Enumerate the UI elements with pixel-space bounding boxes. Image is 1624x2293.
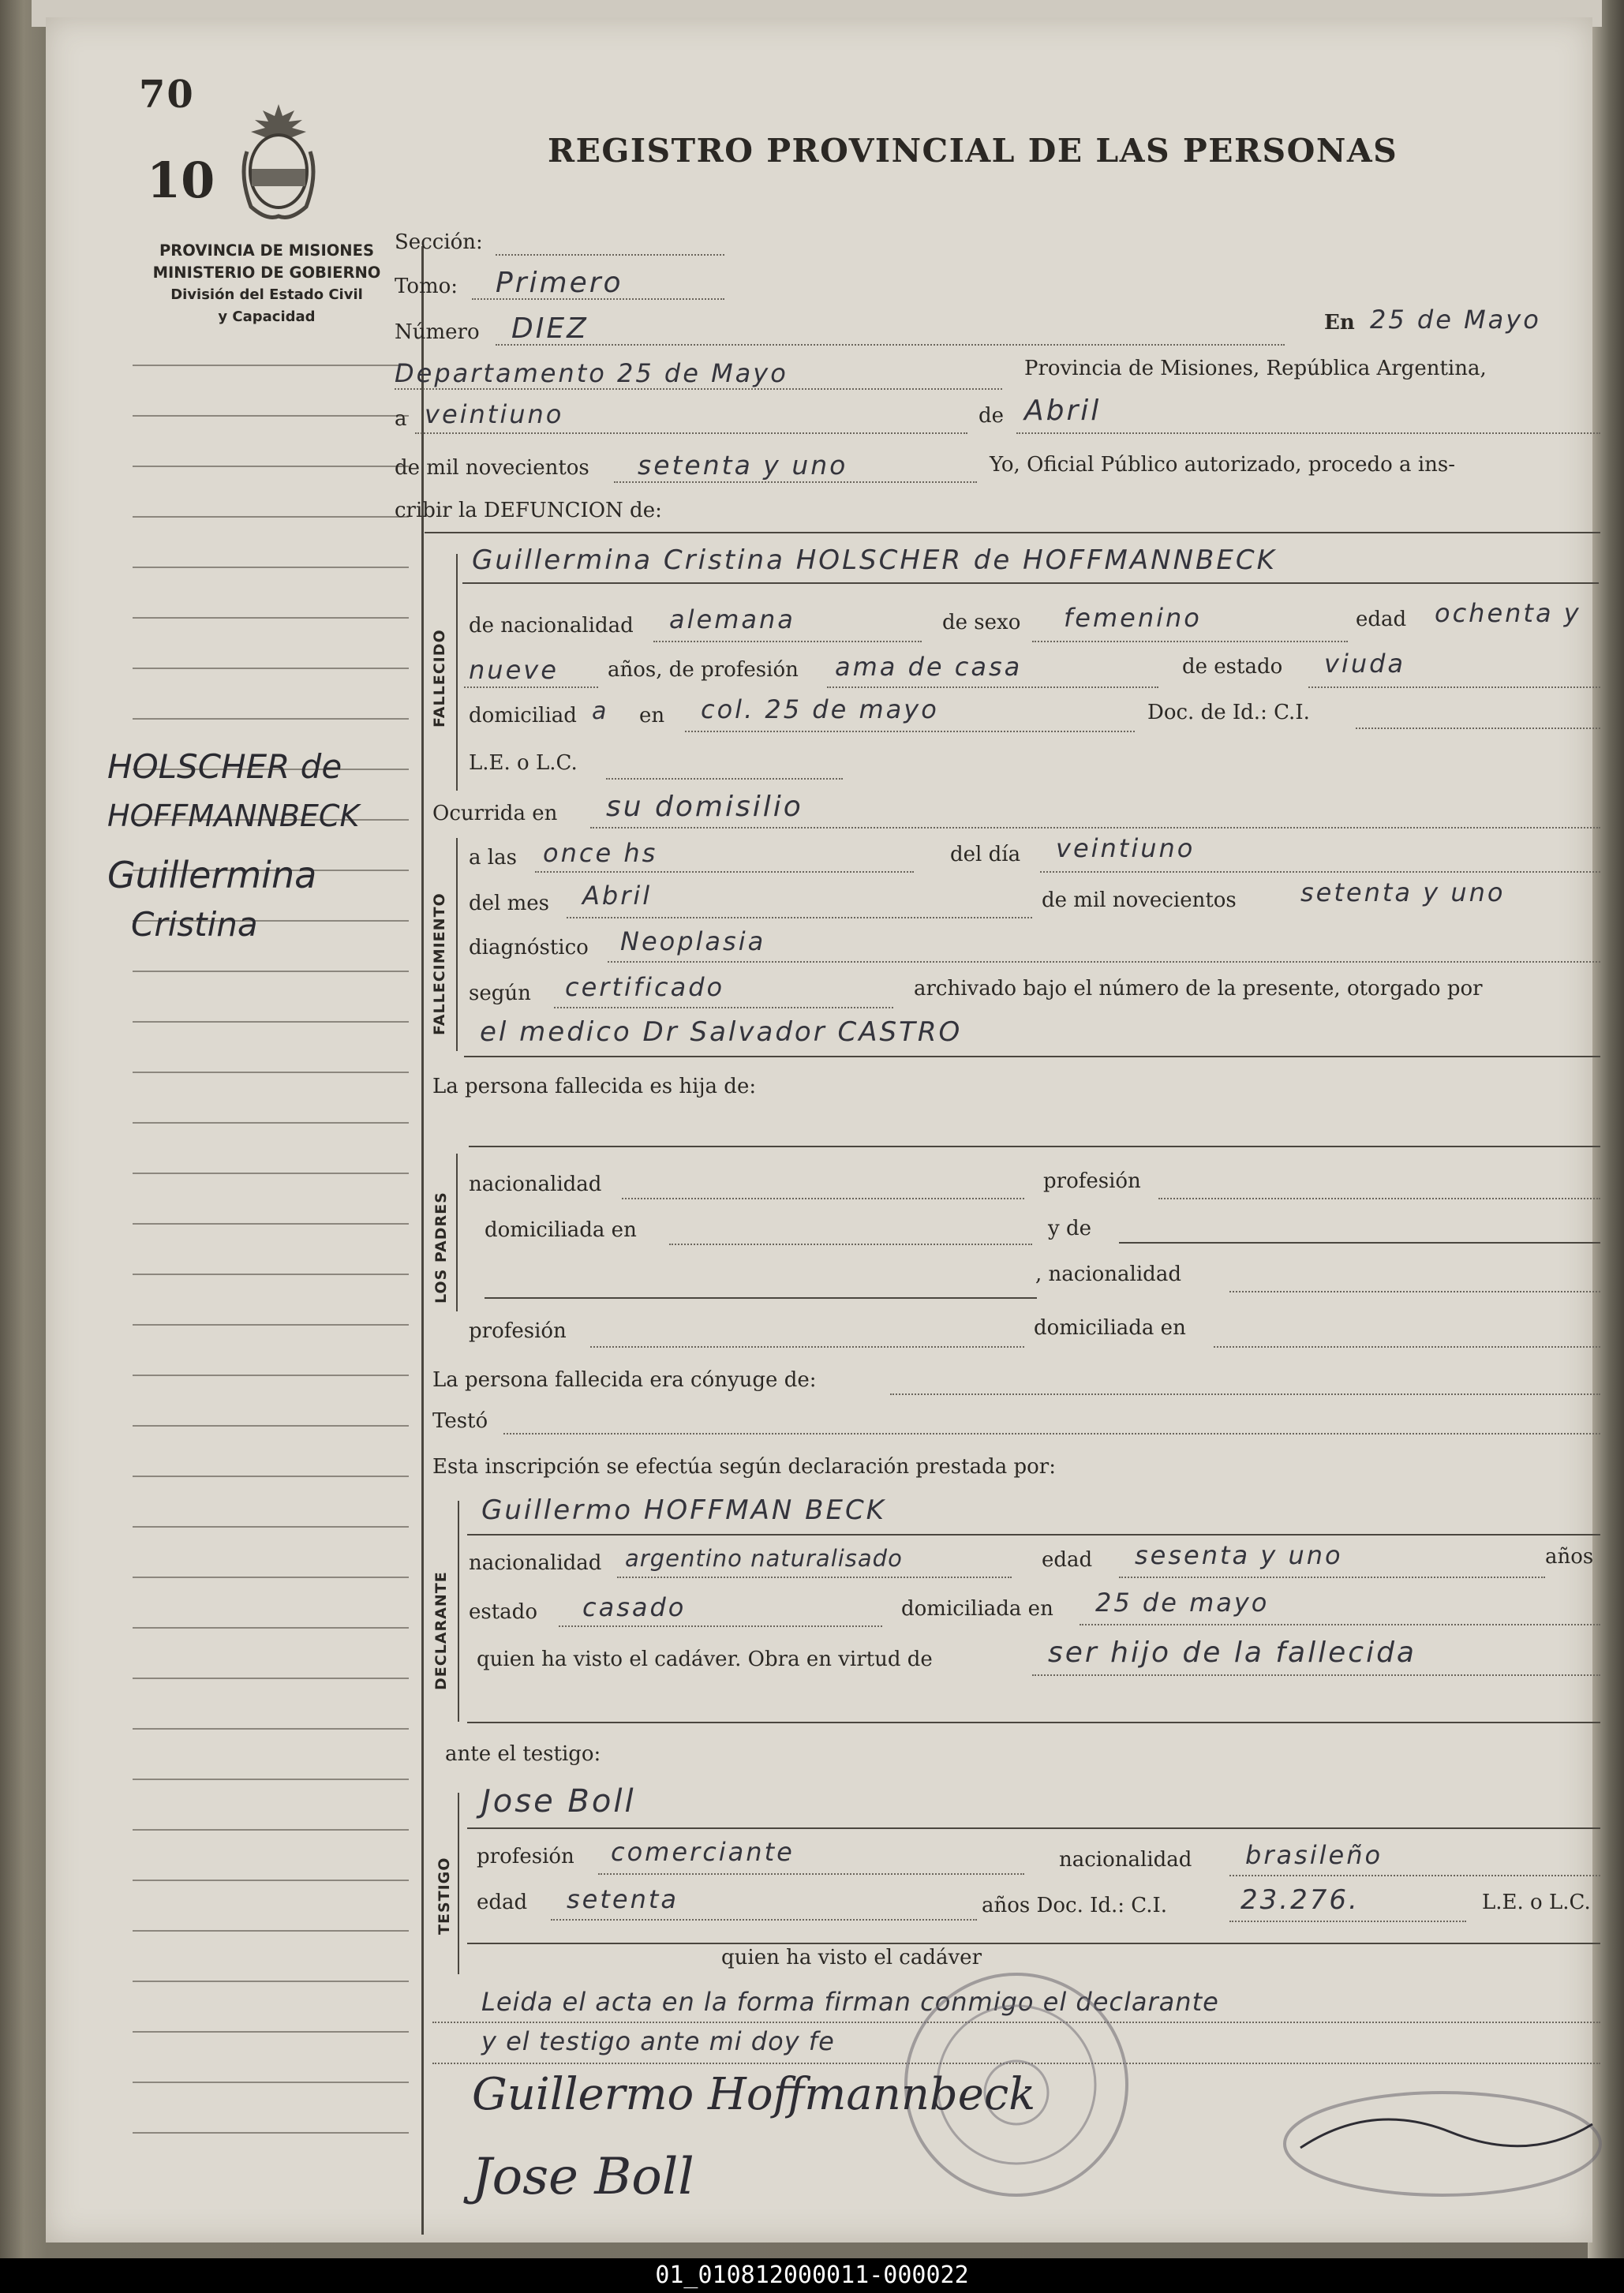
- declarante-virtud-value: ser hijo de la fallecida: [1048, 1637, 1416, 1669]
- segun-value: certificado: [565, 972, 725, 1002]
- padres-nacionalidad2-line: [1229, 1291, 1600, 1292]
- declarante-nacionalidad-label: nacionalidad: [469, 1551, 602, 1575]
- anios-profesion-label: años, de profesión: [608, 658, 799, 682]
- edad2-line: [464, 686, 598, 688]
- doc-line: [1356, 728, 1600, 729]
- testigo-doc-line: [1229, 1921, 1466, 1922]
- hora-line: [535, 871, 914, 873]
- declarante-domicilio-value: 25 de mayo: [1095, 1588, 1270, 1618]
- fallecido-profesion-value: ama de casa: [835, 652, 1023, 682]
- delmes-label: del mes: [469, 892, 549, 915]
- authority-line-1: PROVINCIA DE MISIONES: [159, 241, 374, 260]
- a-value: veintiuno: [425, 399, 564, 429]
- testigo-cadaver-label: quien ha visto el cadáver: [721, 1946, 982, 1969]
- declarante-nacionalidad-value: argentino naturalisado: [625, 1545, 903, 1572]
- margin-note-line-3: Guillermina: [107, 854, 317, 896]
- fallecimiento-anio-label: de mil novecientos: [1042, 888, 1237, 912]
- padres-profesion2-label: profesión: [469, 1319, 567, 1343]
- a-line: [415, 432, 967, 434]
- declarante-bottom-line: [467, 1722, 1600, 1723]
- padres-profesion-line: [1158, 1198, 1600, 1199]
- margin-rule: [133, 1577, 409, 1578]
- margin-ruled-lines: [133, 365, 409, 2203]
- padres-hija-label: La persona fallecida es hija de:: [432, 1075, 757, 1098]
- margin-rule: [133, 1627, 409, 1629]
- padres-domiciliada-label: domiciliada en: [485, 1218, 637, 1242]
- medico-line: [464, 1056, 1600, 1057]
- de-label: de: [979, 404, 1005, 428]
- official-oval-stamp-icon: [1277, 2085, 1608, 2203]
- margin-note-line-1: HOLSCHER de: [107, 747, 342, 786]
- hora-value: once hs: [543, 838, 658, 868]
- closing-line-2: y el testigo ante mi doy fe: [481, 2026, 835, 2056]
- document-title: REGISTRO PROVINCIAL DE LAS PERSONAS: [548, 132, 1398, 170]
- margin-rule: [133, 971, 409, 972]
- testigo-profesion-line: [598, 1873, 1024, 1875]
- nacionalidad-line: [653, 641, 922, 642]
- testigo-bottom-line: [467, 1943, 1600, 1944]
- margin-rule: [133, 365, 409, 366]
- en-label: En: [1324, 311, 1355, 335]
- testigo-signature: Jose Boll: [472, 2148, 694, 2206]
- dia-value: veintiuno: [1056, 833, 1196, 863]
- margin-rule: [133, 466, 409, 467]
- page-number-second: 10: [147, 151, 215, 209]
- margin-rule: [133, 1829, 409, 1831]
- diagnostico-value: Neoplasia: [620, 926, 766, 956]
- margin-rule: [133, 1728, 409, 1730]
- testigo-name-value: Jose Boll: [481, 1783, 636, 1820]
- fallecido-edad-value2: nueve: [469, 655, 559, 685]
- fallecido-sexo-label: de sexo: [942, 611, 1021, 634]
- margin-rule: [133, 1526, 409, 1528]
- padres-madre-line: [485, 1297, 1037, 1299]
- diagnostico-line: [608, 961, 1600, 963]
- margin-rule: [133, 1779, 409, 1780]
- closing-line-1: Leida el acta en la forma firman conmigo el declarante: [481, 1987, 1219, 2017]
- fallecido-nacionalidad-value: alemana: [669, 604, 795, 634]
- margin-rule: [133, 1375, 409, 1376]
- ocurrida-value: su domisilio: [606, 791, 803, 823]
- margin-rule: [133, 1981, 409, 1982]
- departamento-line: [395, 388, 1002, 390]
- dia-line: [1040, 871, 1600, 873]
- padres-nacionalidad-label: nacionalidad: [469, 1173, 602, 1196]
- doc-label: Doc. de Id.: C.I.: [1147, 701, 1310, 724]
- testigo-doc-value: 23.276.: [1240, 1884, 1360, 1916]
- fallecido-nacionalidad-label: de nacionalidad: [469, 614, 634, 638]
- margin-rule: [133, 1678, 409, 1679]
- declaracion-label: Esta inscripción se efectúa según declaración prestada por:: [432, 1455, 1056, 1479]
- fallecido-name-line: [462, 582, 1599, 584]
- margin-rule: [133, 668, 409, 669]
- margin-rule: [133, 567, 409, 568]
- numero-value: DIEZ: [511, 312, 589, 345]
- margin-rule: [133, 1274, 409, 1275]
- sexo-line: [1032, 641, 1348, 642]
- issuing-authority: [133, 240, 401, 328]
- conyuge-line: [890, 1393, 1600, 1395]
- padres-side-rule: [456, 1154, 458, 1311]
- declarante-section-label: DECLARANTE: [432, 1571, 450, 1690]
- padres-section-label: LOS PADRES: [432, 1191, 450, 1304]
- numero-line: [496, 344, 1285, 346]
- testigo-nacionalidad-label: nacionalidad: [1059, 1848, 1192, 1872]
- margin-note-line-2: HOFFMANNBECK: [107, 799, 360, 833]
- padres-domiciliada-line: [669, 1244, 1032, 1245]
- ocurrida-line: [590, 827, 1600, 829]
- declarante-domiciliada-label: domiciliada en: [901, 1597, 1053, 1621]
- padres-nacionalidad-line: [622, 1198, 1024, 1199]
- domicilio-en-label: en: [639, 704, 665, 728]
- margin-rule: [133, 1173, 409, 1174]
- margin-rule: [133, 1930, 409, 1932]
- testigo-profesion-label: profesión: [477, 1845, 574, 1868]
- margin-rule: [133, 2082, 409, 2083]
- estado-line: [1308, 686, 1600, 688]
- tomo-value: Primero: [496, 267, 623, 299]
- testigo-edad-value: setenta: [567, 1884, 679, 1914]
- margin-rule: [133, 1223, 409, 1225]
- a-label: a: [395, 407, 407, 431]
- padres-domiciliada2-line: [1214, 1346, 1600, 1348]
- padres-nacionalidad2-label: , nacionalidad: [1035, 1262, 1181, 1286]
- testo-line: [503, 1433, 1600, 1435]
- anio-line: [614, 481, 977, 483]
- testigo-nacionalidad-value: brasileño: [1245, 1840, 1383, 1870]
- margin-divider: [421, 246, 424, 2235]
- deldia-label: del día: [950, 843, 1021, 866]
- margin-rule: [133, 1324, 409, 1326]
- testigo-side-rule: [458, 1793, 459, 1974]
- mes-value: Abril: [1024, 395, 1102, 427]
- declarante-nacionalidad-line: [617, 1577, 1012, 1578]
- margin-rule: [133, 2031, 409, 2033]
- diagnostico-label: diagnóstico: [469, 936, 589, 959]
- cribir-text: cribir la DEFUNCION de:: [395, 499, 662, 522]
- testigo-le-label: L.E. o L.C.: [1482, 1891, 1591, 1914]
- declarante-edad-label: edad: [1042, 1548, 1093, 1572]
- mes-line: [1016, 432, 1600, 434]
- fallecido-edad-value: ochenta y: [1435, 598, 1581, 628]
- tomo-line: [472, 298, 724, 300]
- le-line: [606, 778, 843, 780]
- testo-label: Testó: [432, 1409, 488, 1433]
- page-number-top: 70: [139, 73, 195, 117]
- margin-rule: [133, 516, 409, 518]
- fallecimiento-side-rule: [456, 838, 458, 1051]
- testigo-name-line: [467, 1827, 1600, 1829]
- anio-label: de mil novecientos: [395, 456, 589, 480]
- declarante-name-line: [467, 1534, 1600, 1536]
- padres-profesion-label: profesión: [1043, 1169, 1141, 1193]
- padres-yde-label: y de: [1048, 1217, 1091, 1240]
- segun-label: según: [469, 982, 531, 1005]
- authority-line-3: División del Estado Civil: [170, 286, 363, 303]
- tomo-label: Tomo:: [395, 275, 458, 298]
- margin-rule: [133, 1122, 409, 1124]
- alas-label: a las: [469, 846, 517, 870]
- domiciliad-suffix: a: [592, 698, 609, 725]
- declarante-estado-value: casado: [582, 1592, 687, 1622]
- declarante-name-value: Guillermo HOFFMAN BECK: [481, 1494, 886, 1526]
- conyuge-label: La persona fallecida era cónyuge de:: [432, 1368, 817, 1392]
- declarante-estado-label: estado: [469, 1600, 537, 1624]
- testigo-intro: ante el testigo:: [445, 1742, 601, 1766]
- fallecido-sexo-value: femenino: [1064, 603, 1202, 633]
- margin-rule: [133, 718, 409, 720]
- segun-line: [554, 1007, 893, 1008]
- padres-domiciliada2-label: domiciliada en: [1034, 1316, 1186, 1340]
- fallecido-edad-label: edad: [1356, 608, 1407, 631]
- numero-label: Número: [395, 320, 480, 344]
- fallecimiento-mes-value: Abril: [582, 881, 653, 911]
- declarante-edad-line: [1119, 1577, 1545, 1578]
- domicilio-line: [685, 731, 1135, 732]
- en-value: 25 de Mayo: [1370, 305, 1541, 335]
- argentina-coat-of-arms-icon: [235, 96, 322, 223]
- fallecido-side-rule: [456, 554, 458, 791]
- declarante-cadaver-label: quien ha visto el cadáver. Obra en virtud de: [477, 1648, 933, 1671]
- margin-rule: [133, 1425, 409, 1427]
- declarante-edad-value: sesenta y uno: [1135, 1540, 1343, 1570]
- oficial-text: Yo, Oficial Público autorizado, procedo a ins-: [990, 453, 1456, 477]
- departamento-value: Departamento 25 de Mayo: [395, 358, 788, 388]
- fallecimiento-section-label: FALLECIMIENTO: [431, 892, 448, 1035]
- archive-file-id: 01_010812000011-000022: [0, 2258, 1624, 2293]
- declarante-signature: Guillermo Hoffmannbeck: [472, 2069, 1036, 2120]
- declarante-anios-label: años: [1545, 1545, 1594, 1569]
- medico-value: el medico Dr Salvador CASTRO: [480, 1016, 963, 1048]
- fallecido-estado-label: de estado: [1182, 655, 1283, 679]
- padres-name-line: [469, 1146, 1600, 1147]
- seccion-line: [496, 254, 724, 256]
- testigo-edad-line: [551, 1919, 977, 1921]
- le-label: L.E. o L.C.: [469, 751, 578, 775]
- fallecido-domicilio-value: col. 25 de mayo: [701, 694, 939, 724]
- certificate-page: [46, 17, 1592, 2243]
- padres-profesion2-line: [590, 1346, 1024, 1348]
- authority-line-2: MINISTERIO DE GOBIERNO: [152, 264, 381, 282]
- declarante-estado-line: [559, 1625, 882, 1627]
- padres-yde-line: [1119, 1242, 1600, 1244]
- margin-rule: [133, 1880, 409, 1881]
- margin-rule: [133, 1476, 409, 1477]
- fallecido-name-value: Guillermina Cristina HOLSCHER de HOFFMANNBECK: [472, 544, 1277, 576]
- fallecido-estado-value: viuda: [1324, 649, 1406, 679]
- margin-rule: [133, 617, 409, 619]
- testigo-nacionalidad-line: [1229, 1875, 1600, 1876]
- testigo-section-label: TESTIGO: [436, 1857, 453, 1935]
- fallecido-top-rule: [425, 532, 1600, 533]
- fallecimiento-mes-line: [567, 917, 1032, 918]
- anio-value: setenta y uno: [638, 450, 848, 481]
- provincia-text: Provincia de Misiones, República Argentina,: [1024, 357, 1487, 380]
- profesion-line: [827, 686, 1158, 688]
- authority-line-4: y Capacidad: [218, 309, 316, 325]
- testigo-doc-label: años Doc. Id.: C.I.: [982, 1894, 1168, 1917]
- declarante-domicilio-line: [1080, 1624, 1600, 1625]
- margin-rule: [133, 2132, 409, 2134]
- testigo-profesion-value: comerciante: [611, 1837, 795, 1867]
- testigo-edad-label: edad: [477, 1891, 528, 1914]
- ocurrida-label: Ocurrida en: [432, 802, 558, 825]
- margin-rule: [133, 1021, 409, 1023]
- margin-note-line-4: Cristina: [131, 905, 258, 944]
- margin-rule: [133, 1072, 409, 1073]
- domiciliad-label: domiciliad: [469, 704, 577, 728]
- declarante-virtud-line: [1032, 1674, 1600, 1676]
- margin-rule: [133, 415, 409, 417]
- fallecido-section-label: FALLECIDO: [431, 629, 448, 728]
- fallecimiento-anio-value: setenta y uno: [1300, 877, 1506, 907]
- seccion-label: Sección:: [395, 230, 483, 254]
- archivado-text: archivado bajo el número de la presente, otorgado por: [914, 977, 1483, 1001]
- declarante-side-rule: [458, 1501, 459, 1722]
